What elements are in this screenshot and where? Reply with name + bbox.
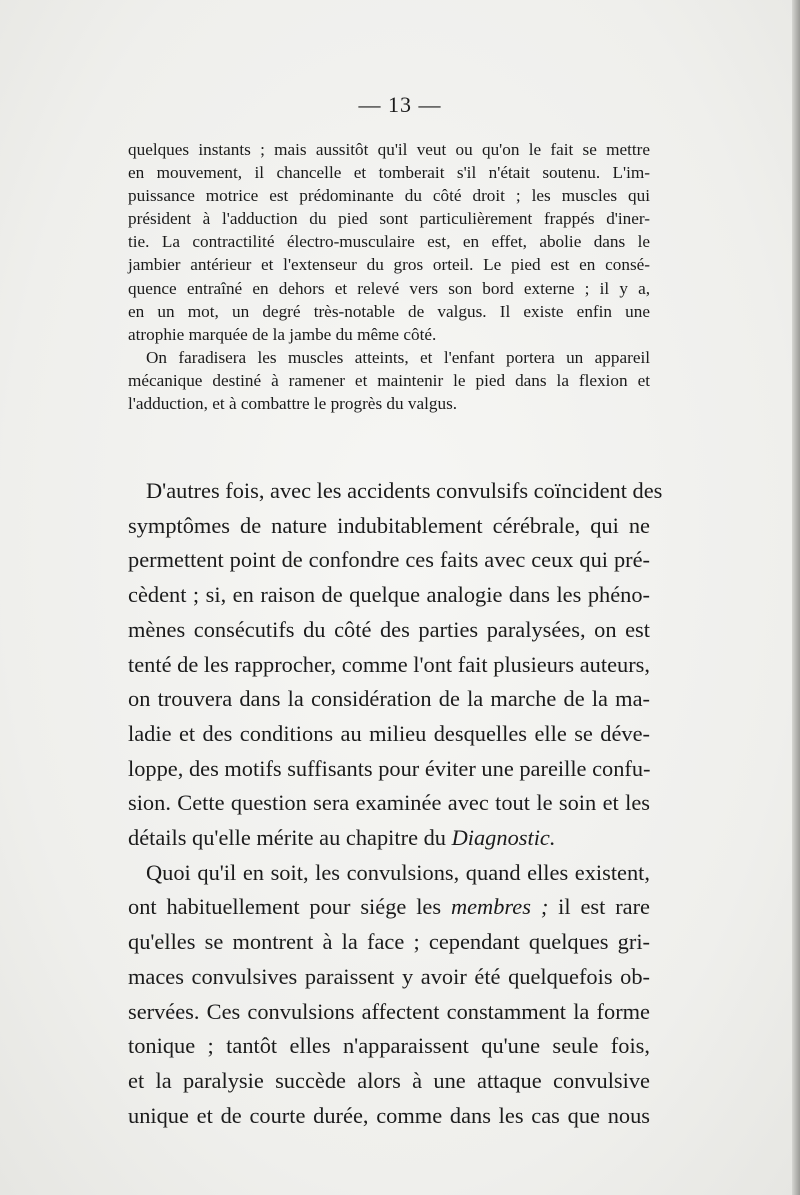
case-report-paragraph <box>128 138 650 415</box>
text-line: et la paralysie succède alors à une attaque convulsive <box>128 1067 650 1093</box>
text-line: tonique ; tantôt elles n'apparaissent qu'une seule fois, <box>128 1033 650 1059</box>
text-segment: détails qu'elle mérite au chapitre du <box>128 825 452 851</box>
text-line: on trouvera dans la considération de la marche de la ma- <box>128 686 650 712</box>
text-line: président à l'adduction du pied sont particulièrement frappés d'iner- <box>128 209 650 229</box>
text-line: loppe, des motifs suffisants pour éviter une pareille confu- <box>128 755 651 781</box>
italic-term-membres: membres ; <box>450 894 549 920</box>
text-line: D'autres fois, avec les accidents convulsifs coïncident des <box>146 478 663 503</box>
text-line: unique et de courte durée, comme dans les cas que nous <box>128 1102 650 1128</box>
text-line: servées. Ces convulsions affectent constamment la forme <box>128 998 650 1024</box>
text-line: Quoi qu'il en soit, les convulsions, quand elles existent, <box>146 859 650 885</box>
text-line: qu'elles se montrent à la face ; cependant quelques gri- <box>128 929 650 955</box>
text-line: quence entraîné en dehors et relevé vers son bord externe ; il y a, <box>128 278 650 298</box>
page-number-header: — 13 — <box>358 92 442 117</box>
text-line: On faradisera les muscles atteints, et l'enfant portera un appareil <box>146 347 650 367</box>
text-line: mécanique destiné à ramener et maintenir le pied dans la flexion et <box>128 370 650 390</box>
italic-term-diagnostic: Diagnostic. <box>451 825 556 851</box>
main-body-text <box>128 474 663 1133</box>
text-line <box>128 890 650 925</box>
text-line: permettent point de confondre ces faits avec ceux qui pré- <box>128 547 650 573</box>
text-line: symptômes de nature indubitablement cérébrale, qui ne <box>128 512 650 538</box>
text-line <box>128 821 650 856</box>
page-edge-shadow <box>792 0 800 1195</box>
text-line: cèdent ; si, en raison de quelque analogie dans les phéno- <box>128 582 650 608</box>
text-line: l'adduction, et à combattre le progrès du valgus. <box>128 394 458 414</box>
text-line: quelques instants ; mais aussitôt qu'il veut ou qu'on le fait se mettre <box>128 140 650 159</box>
text-segment: il est rare <box>548 894 650 920</box>
text-line: tenté de les rapprocher, comme l'ont fait plusieurs auteurs, <box>128 651 650 677</box>
text-line: mènes consécutifs du côté des parties paralysées, on est <box>128 616 650 642</box>
text-line: sion. Cette question sera examinée avec tout le soin et les <box>128 790 650 816</box>
text-line: ladie et des conditions au milieu desquelles elle se déve- <box>128 720 650 746</box>
text-line: en un mot, un degré très-notable de valgus. Il existe enfin une <box>128 301 650 321</box>
text-line: jambier antérieur et l'extenseur du gros orteil. Le pied est en consé- <box>128 255 650 275</box>
text-line: puissance motrice est prédominante du côté droit ; les muscles qui <box>128 186 650 206</box>
text-line: en mouvement, il chancelle et tomberait s'il n'était soutenu. L'im- <box>128 163 650 183</box>
text-segment: ont habituellement pour siége les <box>128 894 451 920</box>
text-line: maces convulsives paraissent y avoir été quelquefois ob- <box>128 963 650 989</box>
text-line: atrophie marquée de la jambe du même côté. <box>128 324 437 344</box>
text-line: tie. La contractilité électro-musculaire est, en effet, abolie dans le <box>128 232 650 252</box>
